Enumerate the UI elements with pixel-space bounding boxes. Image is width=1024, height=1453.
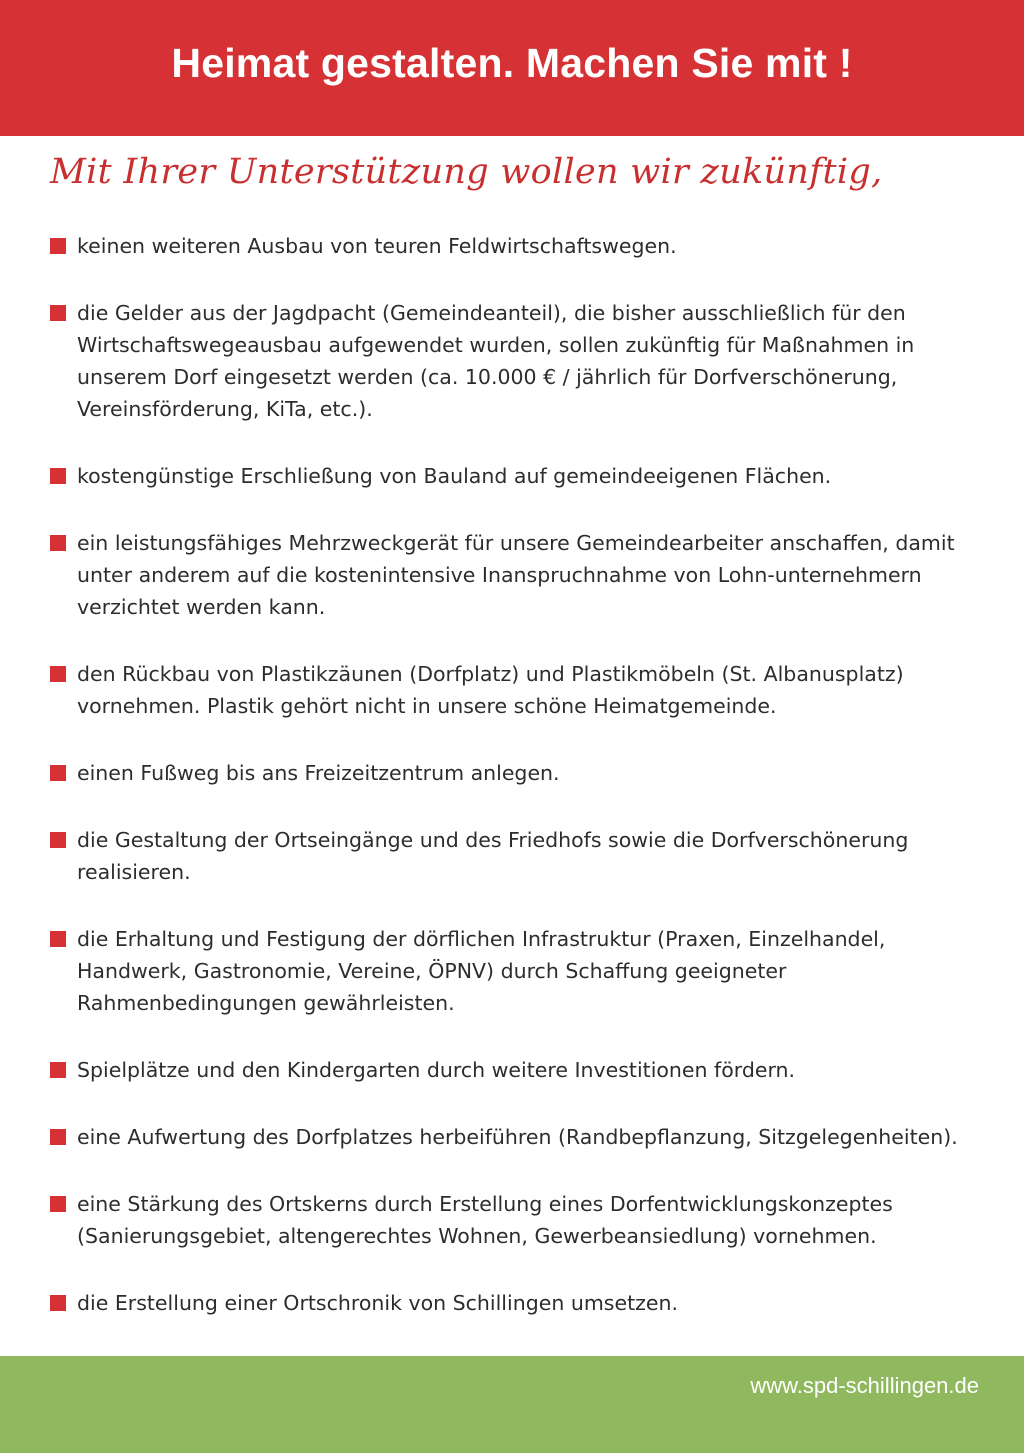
list-item-text: ein leistungsfähiges Mehrzweckgerät für unsere Gemeindearbeiter anschaffen, damit unter anderem auf die kostenintensive Inanspruchnahme von Lohn-unternehmern verzichtet werden kann. — [77, 531, 955, 619]
square-bullet-icon — [50, 305, 66, 321]
list-item — [48, 923, 998, 1019]
list-item — [48, 658, 998, 722]
square-bullet-icon — [50, 765, 66, 781]
square-bullet-icon — [50, 1062, 66, 1078]
footer-bar — [0, 1356, 1024, 1453]
list-item-text: eine Aufwertung des Dorfplatzes herbeiführen (Randbepflanzung, Sitzgelegenheiten). — [77, 1125, 958, 1149]
list-item — [48, 527, 998, 623]
website-url: www.spd-schillingen.de — [750, 1373, 979, 1398]
square-bullet-icon — [50, 832, 66, 848]
list-item — [48, 824, 998, 888]
list-item-text: die Erhaltung und Festigung der dörflichen Infrastruktur (Praxen, Einzelhandel, Handwerk, Gastronomie, Vereine, ÖPNV) durch Schaffung geeigneter Rahmenbedingungen gewährleisten. — [77, 927, 886, 1015]
list-item-text: den Rückbau von Plastikzäunen (Dorfplatz) und Plastikmöbeln (St. Albanusplatz) vornehmen. Plastik gehört nicht in unsere schöne Heimatgemeinde. — [77, 662, 904, 718]
list-item-text: kostengünstige Erschließung von Bauland auf gemeindeeigenen Flächen. — [77, 464, 832, 488]
list-item — [48, 460, 998, 492]
square-bullet-icon — [50, 931, 66, 947]
square-bullet-icon — [50, 535, 66, 551]
square-bullet-icon — [50, 238, 66, 254]
list-item-text: keinen weiteren Ausbau von teuren Feldwirtschaftswegen. — [77, 234, 677, 258]
square-bullet-icon — [50, 468, 66, 484]
list-item-text: eine Stärkung des Ortskerns durch Erstellung eines Dorfentwicklungskonzeptes (Sanierungsgebiet, altengerechtes Wohnen, Gewerbeansiedlung) vornehmen. — [77, 1192, 893, 1248]
list-item — [48, 1054, 998, 1086]
list-item-text: Spielplätze und den Kindergarten durch weitere Investitionen fördern. — [77, 1058, 796, 1082]
square-bullet-icon — [50, 666, 66, 682]
list-item-text: die Erstellung einer Ortschronik von Schillingen umsetzen. — [77, 1291, 678, 1315]
list-item-text: die Gestaltung der Ortseingänge und des Friedhofs sowie die Dorfverschönerung realisieren. — [77, 828, 909, 884]
page-title: Heimat gestalten. Machen Sie mit ! — [171, 39, 853, 86]
list-item — [48, 230, 998, 262]
list-item — [48, 1188, 998, 1252]
intro-heading: Mit Ihrer Unterstützung wollen wir zukünftig, — [50, 152, 883, 192]
square-bullet-icon — [50, 1196, 66, 1212]
list-item — [48, 297, 998, 425]
square-bullet-icon — [50, 1129, 66, 1145]
header-banner — [0, 0, 1024, 136]
list-item-text: die Gelder aus der Jagdpacht (Gemeindeanteil), die bisher ausschließlich für den Wirtschaftswegeausbau aufgewendet wurden, sollen zukünftig für Maßnahmen in unserem Dorf eingesetzt werden (ca. 10.000 € / jährlich für Dorfverschönerung, Vereinsförderung, KiTa, etc.). — [77, 301, 915, 421]
list-item-text: einen Fußweg bis ans Freizeitzentrum anlegen. — [77, 761, 560, 785]
goals-list — [48, 230, 998, 1354]
list-item — [48, 1121, 998, 1153]
square-bullet-icon — [50, 1295, 66, 1311]
list-item — [48, 1287, 998, 1319]
list-item — [48, 757, 998, 789]
